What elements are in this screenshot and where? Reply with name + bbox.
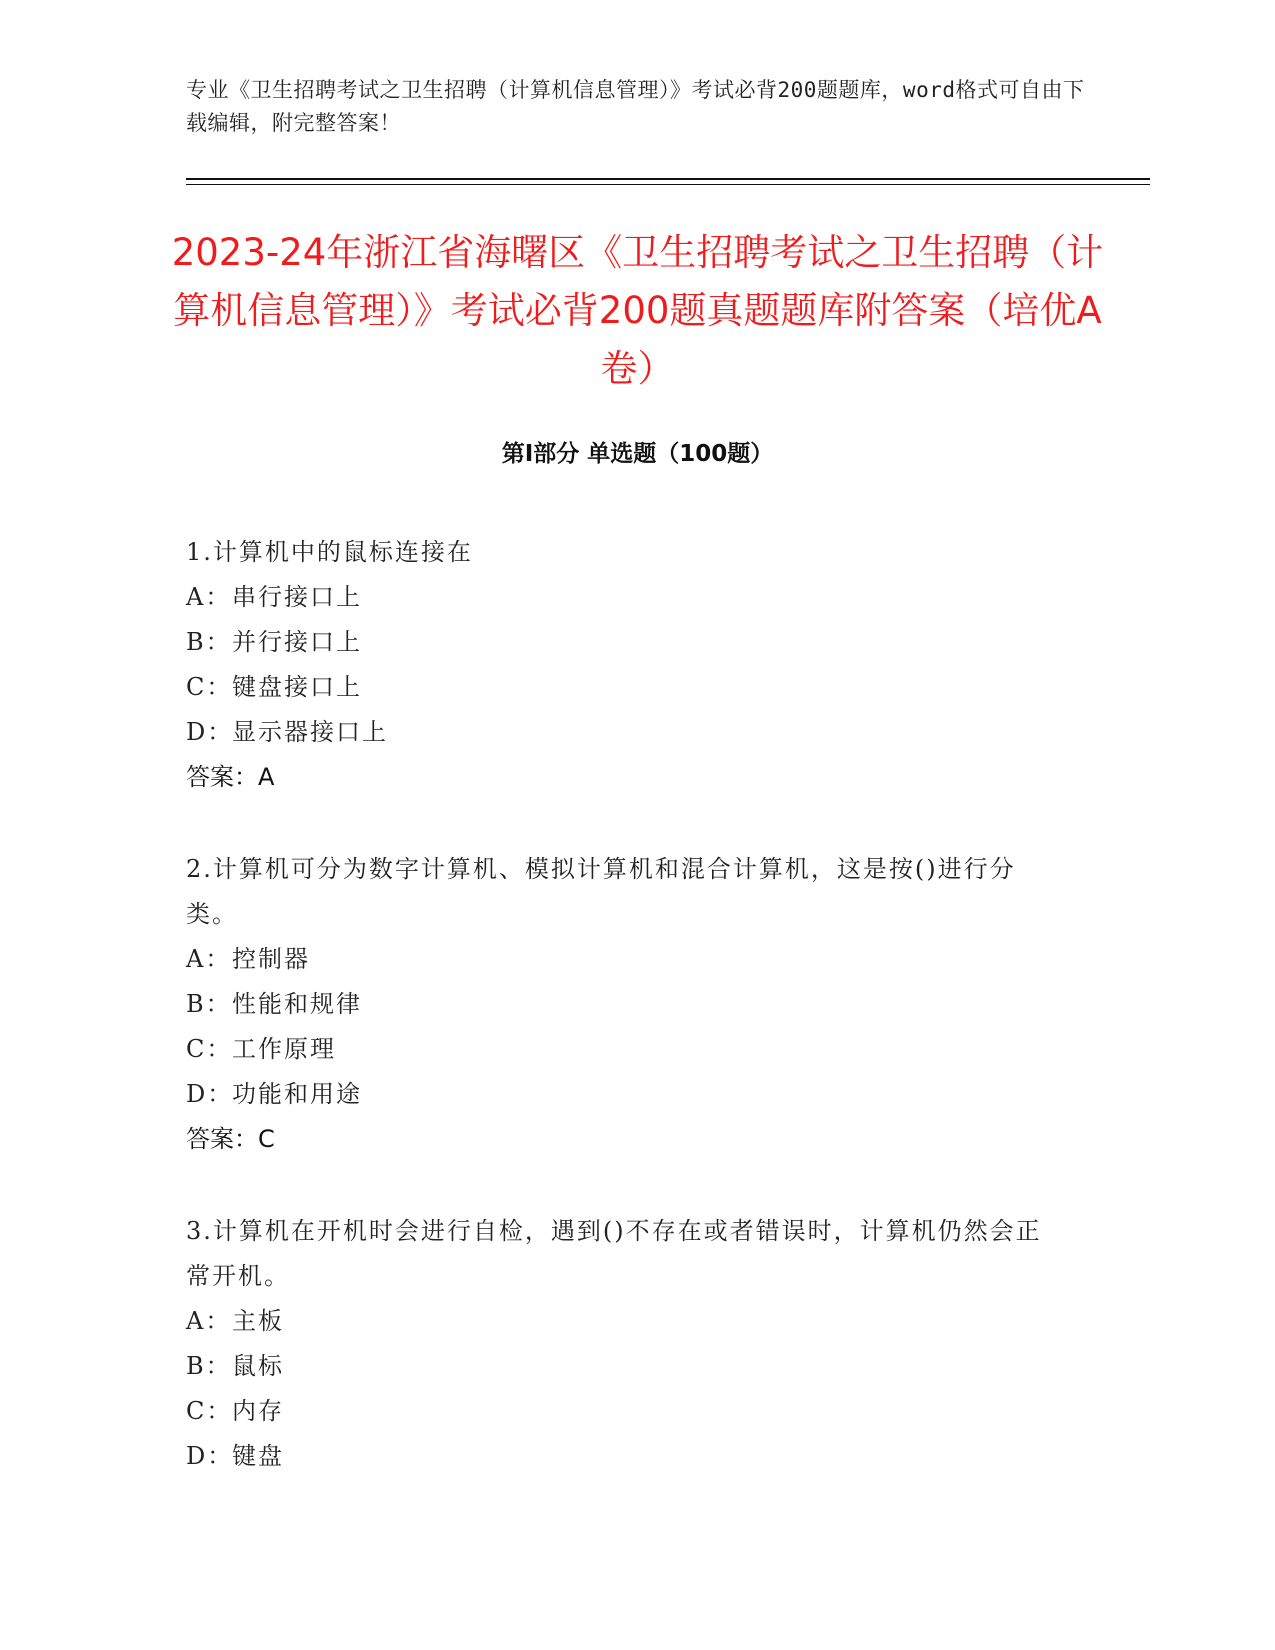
option-a	[186, 575, 1066, 620]
option-c	[186, 665, 1066, 710]
question-3	[186, 1209, 1066, 1479]
option-text: 性能和规律	[232, 990, 362, 1018]
option-letter: A：	[186, 1307, 232, 1335]
question-list	[186, 530, 1066, 1526]
option-a	[186, 1299, 1066, 1344]
option-d	[186, 1434, 1066, 1479]
option-d	[186, 710, 1066, 755]
question-stem: 3.计算机在开机时会进行自检，遇到()不存在或者错误时，计算机仍然会正常开机。	[186, 1217, 1042, 1290]
answer: 答案：C	[186, 1125, 275, 1153]
option-letter: B：	[186, 628, 232, 656]
section-title: 第Ⅰ部分 单选题（100题）	[501, 441, 774, 467]
option-text: 并行接口上	[232, 628, 362, 656]
option-b	[186, 982, 1066, 1027]
option-letter: C：	[186, 1397, 233, 1425]
option-a	[186, 937, 1066, 982]
option-letter: D：	[186, 1442, 234, 1470]
question-1	[186, 530, 1066, 800]
option-text: 主板	[232, 1307, 284, 1335]
option-c	[186, 1027, 1066, 1072]
option-text: 工作原理	[232, 1035, 336, 1063]
question-stem: 2.计算机可分为数字计算机、模拟计算机和混合计算机，这是按()进行分类。	[186, 855, 1016, 928]
option-text: 内存	[232, 1397, 284, 1425]
option-letter: B：	[186, 990, 232, 1018]
option-text: 串行接口上	[232, 583, 362, 611]
option-text: 键盘	[232, 1442, 284, 1470]
question-stem: 1.计算机中的鼠标连接在	[186, 538, 473, 566]
question-2	[186, 847, 1066, 1162]
option-letter: C：	[186, 673, 233, 701]
header-divider-thick	[186, 178, 1150, 180]
option-letter: C：	[186, 1035, 233, 1063]
option-c	[186, 1389, 1066, 1434]
option-letter: B：	[186, 1352, 232, 1380]
option-text: 控制器	[232, 945, 310, 973]
option-d	[186, 1072, 1066, 1117]
answer: 答案：A	[186, 763, 275, 791]
option-text: 功能和用途	[232, 1080, 362, 1108]
option-letter: D：	[186, 718, 234, 746]
option-letter: A：	[186, 583, 232, 611]
option-letter: D：	[186, 1080, 234, 1108]
option-text: 鼠标	[232, 1352, 284, 1380]
option-b	[186, 620, 1066, 665]
option-text: 键盘接口上	[232, 673, 362, 701]
header-divider-thin	[186, 184, 1150, 185]
option-letter: A：	[186, 945, 232, 973]
header-note: 专业《卫生招聘考试之卫生招聘（计算机信息管理）》考试必背200题题库，word格式可自由下载编辑，附完整答案！	[186, 78, 1085, 135]
option-text: 显示器接口上	[232, 718, 388, 746]
document-title: 2023-24年浙江省海曙区《卫生招聘考试之卫生招聘（计算机信息管理）》考试必背200题真题题库附答案（培优A卷）	[171, 231, 1104, 390]
option-b	[186, 1344, 1066, 1389]
